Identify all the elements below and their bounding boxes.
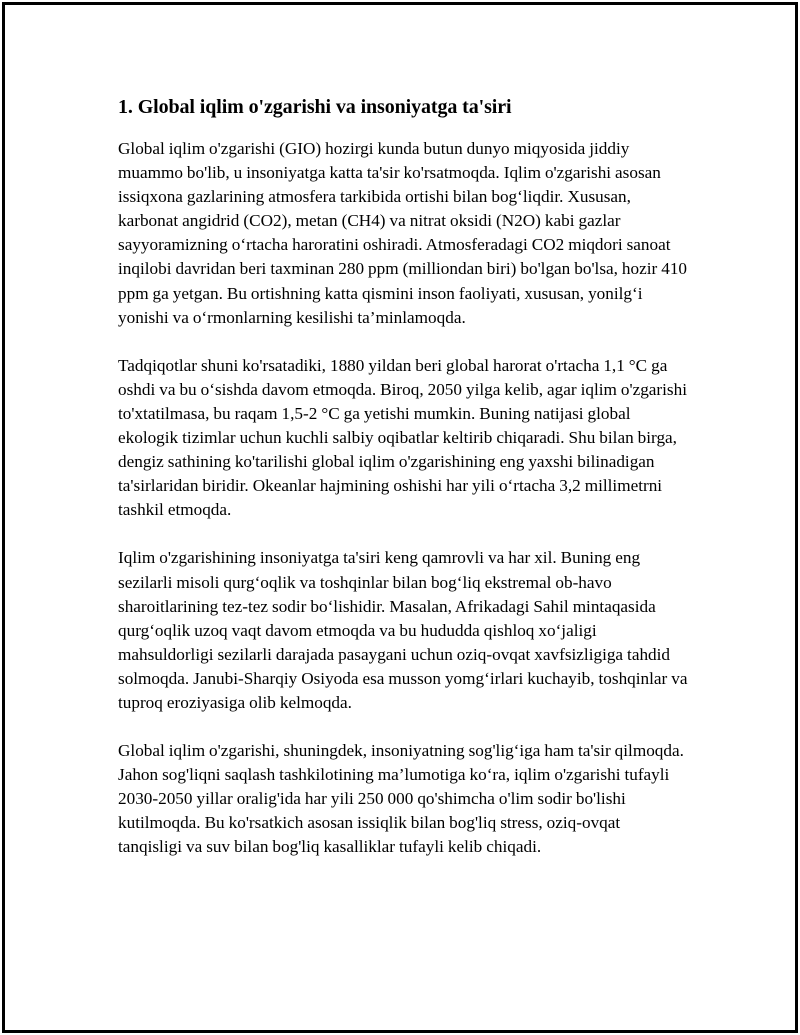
paragraph-1: Global iqlim o'zgarishi (GIO) hozirgi kunda butun dunyo miqyosida jiddiy muammo bo'lib, u insoniyatga katta ta'sir ko'rsatmoqda. Iqlim o'zgarishi asosan issiqxona gazlarining atmosfera tarkibida ortishi bilan bog‘liqdir. Xususan, karbonat angidrid (CO2), metan (CH4) va nitrat oksidi (N2O) kabi gazlar sayyoramizning o‘rtacha haroratini oshiradi. Atmosferadagi CO2 miqdori sanoat inqilobi davridan beri taxminan 280 ppm (milliondan biri) bo'lgan bo'lsa, hozir 410 ppm ga yetgan. Bu ortishning katta qismini inson faoliyati, xususan, yonilg‘i yonishi va o‘rmonlarning kesilishi ta’minlamoqda. (118, 139, 688, 327)
document-body (118, 94, 688, 884)
paragraph-2: Tadqiqotlar shuni ko'rsatadiki, 1880 yildan beri global harorat o'rtacha 1,1 °C ga oshdi va bu o‘sishda davom etmoqda. Biroq, 2050 yilga kelib, agar iqlim o'zgarishi to'xtatilmasa, bu raqam 1,5-2 °C ga yetishi mumkin. Buning natijasi global ekologik tizimlar uchun kuchli salbiy oqibatlar keltirib chiqaradi. Shu bilan birga, dengiz sathining ko'tarilishi global iqlim o'zgarishining eng yaxshi bilinadigan ta'sirlaridan biridir. Okeanlar hajmining oshishi har yili o‘rtacha 3,2 millimetrni tashkil etmoqda. (118, 355, 687, 520)
paragraph-4: Global iqlim o'zgarishi, shuningdek, insoniyatning sog'lig‘iga ham ta'sir qilmoqda. Jahon sog'liqni saqlash tashkilotining ma’lumotiga ko‘ra, iqlim o'zgarishi tufayli 2030-2050 yillar oralig'ida har yili 250 000 qo'shimcha o'lim sodir bo'lishi kutilmoqda. Bu ko'rsatkich asosan issiqlik bilan bog'liq stress, oziq-ovqat tanqisligi va suv bilan bog'liq kasalliklar tufayli kelib chiqadi. (118, 741, 684, 857)
paragraph-3: Iqlim o'zgarishining insoniyatga ta'siri keng qamrovli va har xil. Buning eng sezilarli misoli qurg‘oqlik va toshqinlar bilan bog‘liq ekstremal ob-havo sharoitlarining tez-tez sodir bo‘lishidir. Masalan, Afrikadagi Sahil mintaqasida qurg‘oqlik uzoq vaqt davom etmoqda va bu hududda qishloq xo‘jaligi mahsuldorligi sezilarli darajada pasaygani uchun oziq-ovqat xavfsizligiga tahdid solmoqda. Janubi-Sharqiy Osiyoda esa musson yomg‘irlari kuchayib, toshqinlar va tuproq eroziyasiga olib kelmoqda. (118, 548, 688, 712)
section-heading: 1. Global iqlim o'zgarishi va insoniyatga ta'siri (118, 96, 512, 118)
